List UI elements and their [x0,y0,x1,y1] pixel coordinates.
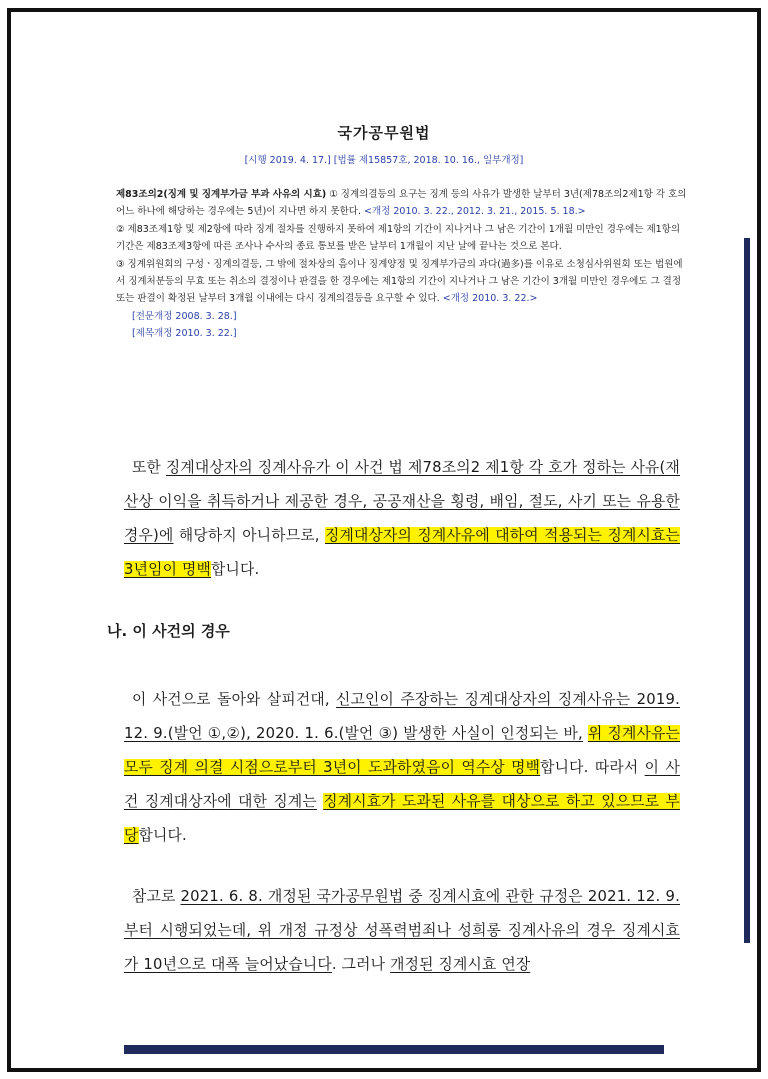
p2-end: 합니다. [138,827,187,844]
section-heading: 나. 이 사건의 경우 [107,622,230,640]
footer-bar [124,1045,664,1054]
body-paragraph-1 [124,451,680,587]
p1-lead: 또한 [132,459,166,476]
p1-highlight: 징계대상자의 징계사유에 대하여 적용되는 징계시효는 3년임이 명백 [124,527,680,578]
p2-underlined-2: 이 사건 징계대상자에 대한 징계는 [124,759,680,810]
law-enforcement-info: [시행 2019. 4. 17.] [법률 제15857호, 2018. 10. 16., 일부개정] [244,155,524,166]
law-paragraph-1 [116,186,688,221]
body-paragraph-3 [124,880,680,982]
law-paragraph-3 [116,256,688,308]
p3-middle: . 그러나 [331,956,391,973]
right-margin-bar [744,238,750,943]
p1-underlined: 징계대상자의 징계사유가 이 사건 법 제78조의2 제1항 각 호가 정하는 사유(재산상 이익을 취득하거나 제공한 경우, 공공재산을 횡령, 배임, 절도, 사기 또는 유용한 경우)에 [124,459,680,544]
full-revision-note: [전문개정 2008. 3. 28.] [132,310,237,322]
p3-lead: 참고로 [132,888,181,905]
p2-lead: 이 사건으로 돌아와 살피건대, [132,691,337,708]
amendment-note-2: <개정 2010. 3. 22.> [442,293,538,305]
p2-highlight-1: 위 징계사유는 모두 징계 의결 시점으로부터 3년이 도과하였음이 역수상 명백 [124,725,680,776]
law-excerpt [116,186,688,343]
p2-highlight-2: 징계시효가 도과된 사유를 대상으로 하고 있으므로 부당 [124,793,680,844]
p3-underlined-2: 개정된 징계시효 연장 [390,956,531,973]
law-paragraph-1-text: ① 징계의결등의 요구는 징계 등의 사유가 발생한 날부터 3년(제78조의2제1항 각 호의 어느 하나에 해당하는 경우에는 5년)이 지나면 하지 못한다. [116,189,687,218]
body-paragraph-2 [124,683,680,853]
law-paragraph-2: ② 제83조제1항 및 제2항에 따라 징계 절차를 진행하지 못하여 제1항의 기간이 지나거나 그 남은 기간이 1개월 미만인 경우에는 제1항의 기간은 제83조제3항에 따른 조사나 수사의 종료 통보를 받은 날부터 1개월이 지난 날에 끝나는 것으로 본다. [116,223,681,253]
amendment-note-1: <개정 2010. 3. 22., 2012. 3. 21., 2015. 5. 18.> [364,206,586,218]
title-revision-note: [제목개정 2010. 3. 22.] [132,328,237,340]
law-paragraph-3-text: ③ 징계위원회의 구성ㆍ징계의결등, 그 밖에 절차상의 흠이나 징계양정 및 징계부가금의 과다(過多)를 이유로 소청심사위원회 또는 법원에서 징계처분등의 무효 또는 취소의 결정이나 판결을 한 경우에는 제1항의 기간이 지나거나 그 남은 기간이 3개월 미만인 경우에도 그 결정 또는 판결이 확정된 날부터 3개월 이내에는 다시 징계의결등을 요구할 수 있다. [116,258,683,305]
p1-end: 합니다. [211,561,260,578]
p2-middle: 합니다. 따라서 [540,759,645,776]
p3-underlined: 2021. 6. 8. 개정된 국가공무원법 중 징계시효에 관한 규정은 2021. 12. 9.부터 시행되었는데, 위 개정 규정상 성폭력범죄나 성희롱 징계사유의 경우 징계시효가 10년으로 대폭 늘어났습니다 [124,888,680,973]
law-title: 국가공무원법 [337,124,431,142]
p2-underlined: 신고인이 주장하는 징계대상자의 징계사유는 2019. 12. 9.(발언 ①,②), 2020. 1. 6.(발언 ③) 발생한 사실이 인정되는 바, [124,691,680,742]
article-heading: 제83조의2(징계 및 징계부가금 부과 사유의 시효) [116,189,327,200]
p1-middle: 해당하지 아니하므로, [173,527,326,544]
